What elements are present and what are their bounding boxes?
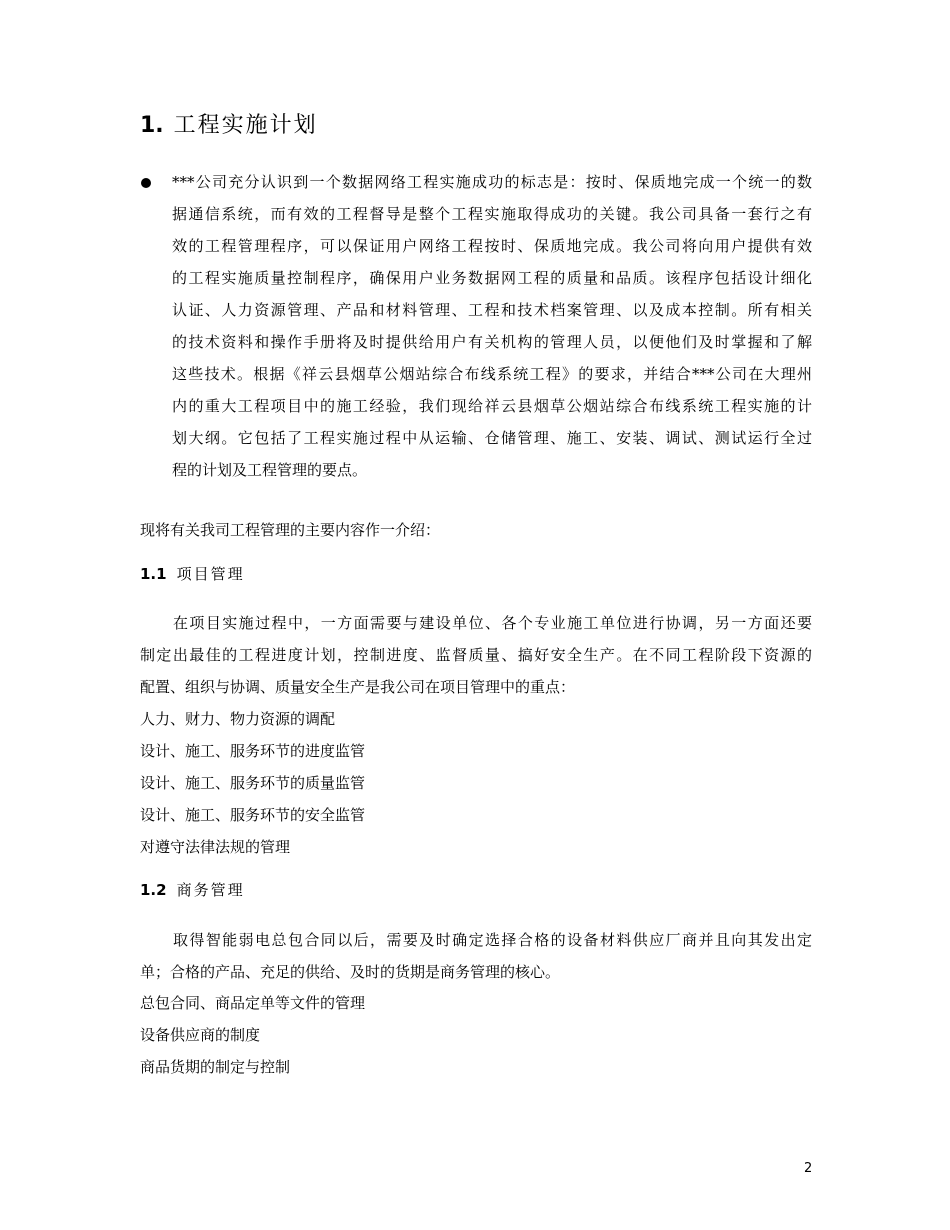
heading-1-number: 1. <box>140 113 164 138</box>
list-item: 人力、财力、物力资源的调配 <box>140 710 336 728</box>
heading-1 <box>140 108 318 139</box>
list-item: 总包合同、商品定单等文件的管理 <box>140 994 366 1012</box>
section-1-2-paragraph <box>140 924 812 988</box>
intro-line: 现将有关我司工程管理的主要内容作一介绍： <box>140 521 441 539</box>
heading-1-1-number: 1.1 <box>140 565 167 583</box>
paragraph-line: 认证、人力资源管理、产品和材料管理、工程和技术档案管理、以及成本控制。所有相关 <box>172 301 812 319</box>
section-1-1-paragraph <box>140 607 812 703</box>
heading-1-2-title: 商务管理 <box>176 881 245 899</box>
paragraph-line: 单；合格的产品、充足的供给、及时的货期是商务管理的核心。 <box>140 963 561 981</box>
paragraph-line: 取得智能弱电总包合同以后，需要及时确定选择合格的设备材料供应厂商并且向其发出定 <box>173 931 812 949</box>
paragraph-line: 在项目实施过程中，一方面需要与建设单位、各个专业施工单位进行协调，另一方面还要 <box>173 614 812 632</box>
list-item: 对遵守法律法规的管理 <box>140 838 291 856</box>
heading-1-1 <box>140 558 245 590</box>
paragraph-line: 据通信系统，而有效的工程督导是整个工程实施取得成功的关键。我公司具备一套行之有 <box>172 205 812 223</box>
list-item: 设计、施工、服务环节的安全监管 <box>140 806 366 824</box>
heading-1-2 <box>140 874 245 906</box>
paragraph-line: 划大纲。它包括了工程实施过程中从运输、仓储管理、施工、安装、调试、测试运行全过 <box>172 429 812 447</box>
heading-1-2-number: 1.2 <box>140 881 167 899</box>
list-item: 设计、施工、服务环节的进度监管 <box>140 742 366 760</box>
paragraph-line: 制定出最佳的工程进度计划，控制进度、监督质量、搞好安全生产。在不同工程阶段下资源的 <box>140 646 812 664</box>
list-item: 设计、施工、服务环节的质量监管 <box>140 774 366 792</box>
paragraph-line: 的工程实施质量控制程序，确保用户业务数据网工程的质量和品质。该程序包括设计细化 <box>172 269 812 287</box>
paragraph-line: 效的工程管理程序，可以保证用户网络工程按时、保质地完成。我公司将向用户提供有效 <box>172 237 812 255</box>
paragraph-line: ***公司充分认识到一个数据网络工程实施成功的标志是：按时、保质地完成一个统一的数 <box>172 173 812 191</box>
paragraph-line: 内的重大工程项目中的施工经验，我们现给祥云县烟草公烟站综合布线系统工程实施的计 <box>172 397 812 415</box>
list-item: 设备供应商的制度 <box>140 1026 261 1044</box>
list-item: 商品货期的制定与控制 <box>140 1058 291 1076</box>
bullet-icon <box>141 178 151 188</box>
intro-bullet-paragraph <box>172 166 812 486</box>
paragraph-line: 配置、组织与协调、质量安全生产是我公司在项目管理中的重点： <box>140 678 576 696</box>
heading-1-1-title: 项目管理 <box>176 565 245 583</box>
paragraph-line: 的技术资料和操作手册将及时提供给用户有关机构的管理人员，以便他们及时掌握和了解 <box>172 333 812 351</box>
paragraph-line: 这些技术。根据《祥云县烟草公烟站综合布线系统工程》的要求，并结合***公司在大理州 <box>172 365 812 383</box>
heading-1-title: 工程实施计划 <box>173 113 318 138</box>
page-number: 2 <box>804 1161 813 1176</box>
paragraph-line: 程的计划及工程管理的要点。 <box>172 461 368 479</box>
